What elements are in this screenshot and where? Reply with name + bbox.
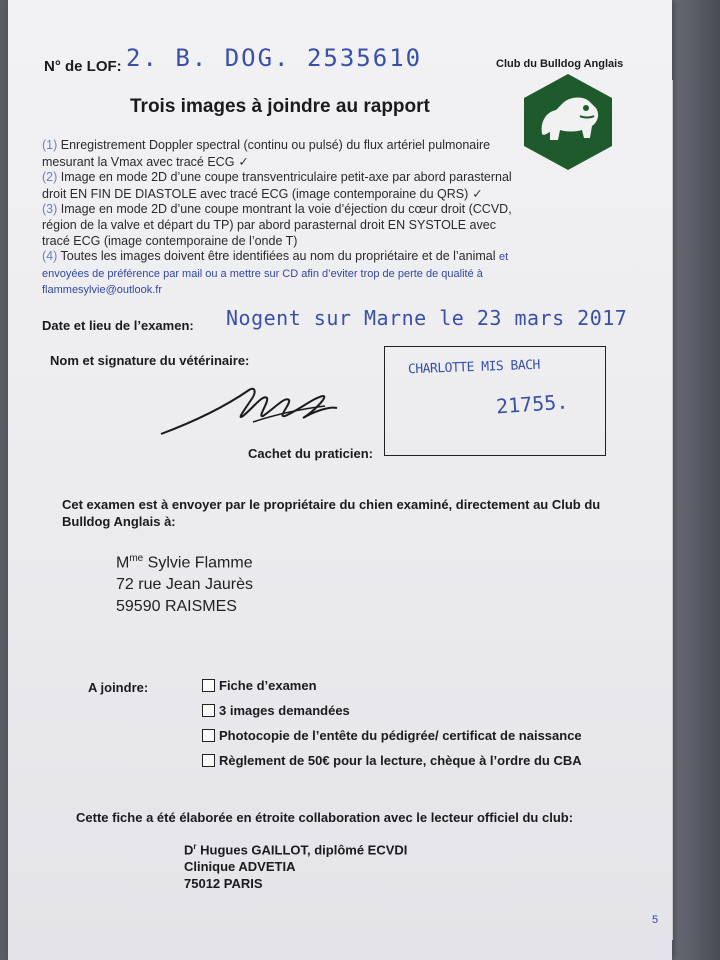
doctor-city: 75012 PARIS	[184, 876, 263, 892]
stamp-number-handwritten: 21755.	[495, 389, 569, 419]
checkbox-icon[interactable]	[202, 729, 215, 742]
address-city: 59590 RAISMES	[116, 598, 237, 616]
instructions-block	[42, 138, 522, 299]
collaboration-note: Cette fiche a été élaborée en étroite collaboration avec le lecteur officiel du club:	[76, 810, 574, 825]
instruction-item: (1) Enregistrement Doppler spectral (continu ou pulsé) du flux artériel pulmonaire mesurant la Vmax avec tracé ECG ✓	[42, 138, 491, 169]
page-title: Trois images à joindre au rapport	[130, 96, 430, 117]
doctor-name: $D^r$ Hugues GAILLOT, diplômé ECVDI	[184, 842, 408, 858]
join-label: A joindre:	[88, 680, 149, 695]
checkbox-icon[interactable]	[202, 679, 215, 692]
instruction-item: (2) Image en mode 2D d’une coupe transventriculaire petit-axe par abord parasternal droit EN FIN DE DIASTOLE avec tracé ECG (image contemporaine du QRS) ✓	[42, 170, 512, 201]
address-street: 72 rue Jean Jaurès	[116, 576, 253, 594]
email-instruction: et envoyées de préférence par mail ou a mettre sur CD afin d’eviter trop de perte de qualité à flammesylvie@outlook.fr	[42, 251, 509, 297]
page-number: 5	[652, 914, 659, 926]
exam-date-handwritten: Nogent sur Marne le 23 mars 2017	[226, 306, 628, 330]
check-mark-icon: ✓	[468, 185, 483, 201]
club-name: Club du Bulldog Anglais	[496, 58, 624, 70]
checklist-item[interactable]: Règlement de 50€ pour la lecture, chèque à l’ordre du CBA	[202, 748, 582, 773]
document-page	[8, 0, 672, 960]
bulldog-logo-icon	[520, 72, 616, 172]
mailing-address	[116, 548, 253, 618]
vet-signature-label: Nom et signature du vétérinaire:	[50, 353, 250, 368]
exam-date-label: Date et lieu de l’examen:	[42, 318, 194, 333]
doctor-clinic: Clinique ADVETIA	[184, 859, 296, 875]
send-instructions: Cet examen est à envoyer par le propriétaire du chien examiné, directement au Club du Bulldog Anglais à:	[62, 497, 601, 529]
checklist-item[interactable]: 3 images demandées	[202, 698, 582, 723]
lof-label: N° de LOF:	[44, 58, 122, 75]
doctor-address	[184, 838, 407, 892]
lof-handwritten-value: 2. B. DOG. 2535610	[126, 44, 423, 72]
checklist-item[interactable]: Photocopie de l’entête du pédigrée/ certificat de naissance	[202, 723, 582, 748]
checkbox-icon[interactable]	[202, 754, 215, 767]
checklist-item[interactable]: Fiche d’examen	[202, 673, 582, 698]
stamp-name-handwritten: CHARLOTTE MIS BACH	[407, 357, 541, 378]
instruction-item: (4) Toutes les images doivent être identifiées au nom du propriétaire et de l’animal et envoyées de préférence par mail ou a mettre sur CD afin d’eviter trop de perte de qualité à flammesylvie@outlook.fr	[42, 249, 509, 297]
check-mark-icon: ✓	[234, 153, 249, 169]
cachet-label: Cachet du praticien:	[248, 446, 373, 461]
checkbox-icon[interactable]	[202, 704, 215, 717]
instruction-item: (3) Image en mode 2D d’une coupe montrant la voie d’éjection du cœur droit (CCVD, région de la valve et départ du TP) par abord parasternal droit EN SYSTOLE avec tracé ECG (image contemporaine de l’onde T)	[42, 202, 512, 248]
page-border-line	[672, 80, 673, 940]
signature-icon	[153, 372, 343, 442]
address-name: $M^{me}$ Sylvie Flamme	[116, 553, 253, 572]
join-checklist	[202, 673, 582, 773]
